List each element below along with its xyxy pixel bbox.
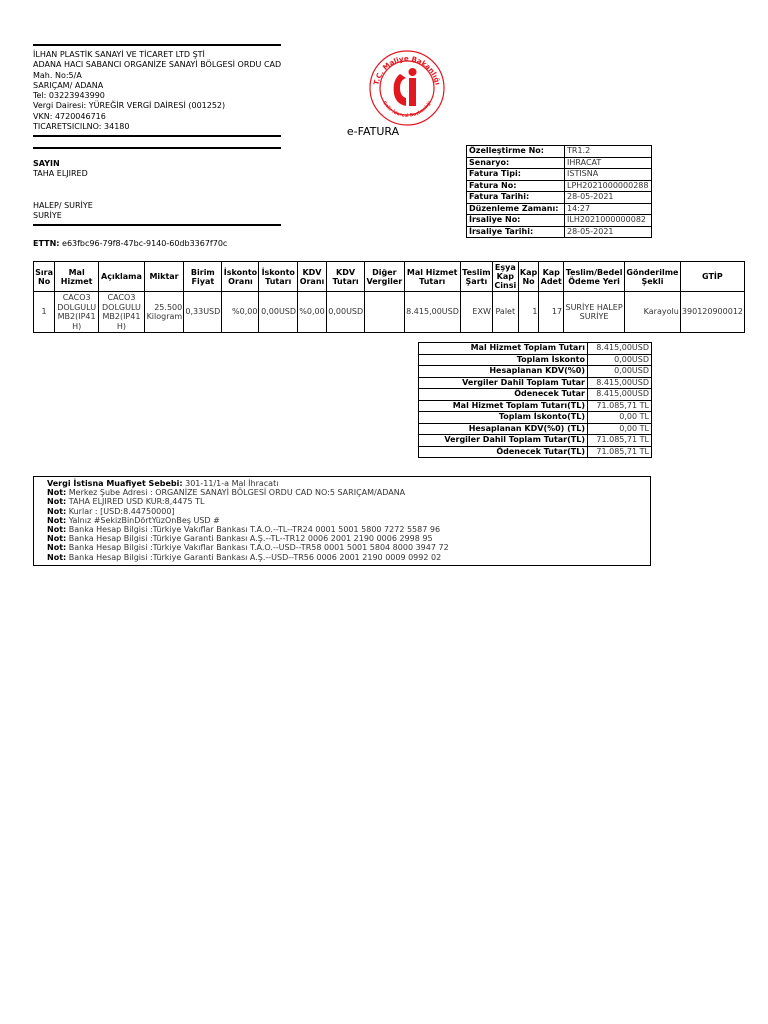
info-row xyxy=(467,157,652,169)
totals-label: Hesaplanan KDV(%0) (TL) xyxy=(419,423,588,435)
totals-label: Ödenecek Tutar xyxy=(419,389,588,401)
table-row xyxy=(34,292,745,333)
info-label: Fatura Tipi: xyxy=(467,169,565,181)
items-cell: %0,00 xyxy=(298,292,327,333)
buyer-heading: SAYIN xyxy=(33,159,60,168)
totals-row xyxy=(419,400,652,412)
totals-row xyxy=(419,423,652,435)
totals-label: Vergiler Dahil Toplam Tutar(TL) xyxy=(419,435,588,447)
items-cell: SURİYE HALEP SURİYE xyxy=(564,292,625,333)
buyer-country: SURİYE xyxy=(33,210,62,220)
note-label: Not: xyxy=(47,525,67,535)
info-label: Düzenleme Zamanı: xyxy=(467,203,565,215)
gib-logo-icon xyxy=(362,42,452,132)
info-row xyxy=(467,226,652,238)
logo-ring-text: T.C. Maliye Bakanlığı xyxy=(372,54,442,86)
totals-row xyxy=(419,377,652,389)
seller-address xyxy=(33,50,281,132)
note-label: Vergi İstisna Muafiyet Sebebi: xyxy=(47,479,183,488)
items-cell xyxy=(365,292,404,333)
totals-value: 8.415,00USD xyxy=(588,343,652,355)
info-value: ILH2021000000082 xyxy=(565,215,652,227)
logo-bottom-text: Gelir İdaresi Başkanlığı xyxy=(381,100,433,119)
note-value: Banka Hesap Bilgisi :Türkiye Garanti Bankası A.Ş.--USD--TR56 0006 2001 2190 0009 0992 02 xyxy=(68,552,442,562)
info-label: Özelleştirme No: xyxy=(467,146,565,158)
notes-box xyxy=(33,476,651,566)
note-label: Not: xyxy=(47,488,67,498)
seller-line: İLHAN PLASTİK SANAYİ VE TİCARET LTD ŞTİ xyxy=(33,50,205,59)
totals-row xyxy=(419,389,652,401)
seller-line: ADANA HACI SABANCI ORGANİZE SANAYİ BÖLGESİ ORDU CAD xyxy=(33,60,282,70)
info-row xyxy=(467,203,652,215)
ettn-label: ETTN: xyxy=(33,239,60,248)
info-value: ISTISNA xyxy=(565,169,652,181)
totals-row xyxy=(419,446,652,458)
note-line xyxy=(34,507,650,516)
buyer-bottom-rule xyxy=(33,224,281,226)
seller-block xyxy=(33,44,281,137)
note-line xyxy=(34,534,650,543)
items-cell: 0,33USD xyxy=(184,292,222,333)
info-label: İrsaliye Tarihi: xyxy=(467,226,565,238)
info-label: Senaryo: xyxy=(467,157,565,169)
items-header-cell: Kap Adet xyxy=(539,262,564,292)
items-header-cell: Mal Hizmet xyxy=(55,262,99,292)
info-row xyxy=(467,180,652,192)
buyer-name: TAHA ELJIRED xyxy=(33,169,88,179)
totals-row xyxy=(419,354,652,366)
seller-line: Mah. No:5/A xyxy=(33,70,82,80)
items-cell: EXW xyxy=(460,292,492,333)
note-label: Not: xyxy=(47,534,67,544)
seller-line: Tel: 03223943990 xyxy=(33,91,105,101)
seller-line: TICARETSICILNO: 34180 xyxy=(33,122,130,132)
note-line xyxy=(34,488,650,497)
items-header-cell: Gönderilme Şekli xyxy=(625,262,681,292)
note-value: Yalnız #SekizBinDörtYüzOnBeş USD # xyxy=(68,515,220,525)
note-line xyxy=(34,479,650,488)
document-title: e-FATURA xyxy=(346,125,400,138)
items-header-cell: Sıra No xyxy=(34,262,55,292)
totals-label: Toplam İskonto(TL) xyxy=(419,412,588,424)
info-row xyxy=(467,169,652,181)
svg-text:Gelir İdaresi Başkanlığı xyxy=(381,100,433,119)
totals-label: Ödenecek Tutar(TL) xyxy=(419,446,588,458)
totals-value: 0,00USD xyxy=(588,366,652,378)
info-label: İrsaliye No: xyxy=(467,215,565,227)
logo-letters: Gİ xyxy=(407,92,409,93)
ettn xyxy=(33,239,227,248)
note-label: Not: xyxy=(47,552,67,562)
seller-line: SARIÇAM/ ADANA xyxy=(33,80,104,90)
items-header-cell: Teslim Şartı xyxy=(460,262,492,292)
totals-value: 71.085,71 TL xyxy=(588,435,652,447)
totals-row xyxy=(419,435,652,447)
items-header-cell: Mal Hizmet Tutarı xyxy=(404,262,460,292)
note-label: Not: xyxy=(47,497,67,507)
totals-value: 71.085,71 TL xyxy=(588,400,652,412)
note-value: Banka Hesap Bilgisi :Türkiye Garanti Bankası A.Ş.--TL--TR12 0006 2001 2190 0006 2998 95 xyxy=(68,534,433,544)
totals-row xyxy=(419,343,652,355)
totals-row xyxy=(419,366,652,378)
totals-table xyxy=(418,342,652,458)
seller-top-rule xyxy=(33,44,281,46)
invoice-info-table xyxy=(466,145,652,238)
totals-value: 0,00 TL xyxy=(588,423,652,435)
note-line xyxy=(34,543,650,552)
note-line xyxy=(34,553,650,562)
note-line xyxy=(34,516,650,525)
items-table xyxy=(33,261,745,333)
items-header-cell: Teslim/Bedel Ödeme Yeri xyxy=(564,262,625,292)
totals-value: 8.415,00USD xyxy=(588,377,652,389)
info-label: Fatura No: xyxy=(467,180,565,192)
items-header-cell: Eşya Kap Cinsi xyxy=(492,262,518,292)
note-value: Kurlar : [USD:8.44750000] xyxy=(68,506,175,516)
note-value: Banka Hesap Bilgisi :Türkiye Vakıflar Bankası T.A.O.--USD--TR58 0001 5001 5804 8000 3947 72 xyxy=(68,543,449,553)
info-label: Fatura Tarihi: xyxy=(467,192,565,204)
items-header-cell: Kap No xyxy=(518,262,539,292)
ettn-value: e63fbc96-79f8-47bc-9140-60db3367f70c xyxy=(62,239,228,248)
info-value: IHRACAT xyxy=(565,157,652,169)
totals-value: 0,00 TL xyxy=(588,412,652,424)
seller-line: VKN: 4720046716 xyxy=(33,111,106,121)
note-label: Not: xyxy=(47,506,67,516)
items-header-cell: Miktar xyxy=(144,262,183,292)
items-cell: 1 xyxy=(34,292,55,333)
items-cell: 8.415,00USD xyxy=(404,292,460,333)
info-row xyxy=(467,192,652,204)
info-value: TR1.2 xyxy=(565,146,652,158)
items-cell: CACO3 DOLGULU MB2(IP41 H) xyxy=(99,292,145,333)
totals-value: 0,00USD xyxy=(588,354,652,366)
items-cell: 0,00USD xyxy=(326,292,364,333)
totals-label: Mal Hizmet Toplam Tutarı xyxy=(419,343,588,355)
note-line xyxy=(34,497,650,506)
items-header-cell: KDV Tutarı xyxy=(326,262,364,292)
note-value: Banka Hesap Bilgisi :Türkiye Vakıflar Bankası T.A.O.--TL--TR24 0001 5001 5800 7272 5587 96 xyxy=(68,525,441,535)
items-header-cell: Açıklama xyxy=(99,262,145,292)
note-value: 301-11/1-a Mal İhracatı xyxy=(185,479,279,488)
note-label: Not: xyxy=(47,515,67,525)
items-header-cell: GTİP xyxy=(680,262,744,292)
note-value: TAHA ELJIRED USD KUR:8,4475 TL xyxy=(68,497,205,507)
seller-line: Vergi Dairesi: YÜREĞİR VERGİ DAİRESİ (001252) xyxy=(33,101,226,111)
items-cell: %0,00 xyxy=(222,292,259,333)
totals-value: 8.415,00USD xyxy=(588,389,652,401)
info-value: LPH2021000000288 xyxy=(565,180,652,192)
items-cell: CACO3 DOLGULU MB2(IP41 H) xyxy=(55,292,99,333)
items-header-row xyxy=(34,262,745,292)
totals-label: Hesaplanan KDV(%0) xyxy=(419,366,588,378)
items-cell: 25.500 Kilogram xyxy=(144,292,183,333)
items-header-cell: İskonto Tutarı xyxy=(259,262,298,292)
totals-label: Toplam İskonto xyxy=(419,354,588,366)
items-cell: 0,00USD xyxy=(259,292,298,333)
totals-label: Vergiler Dahil Toplam Tutar xyxy=(419,377,588,389)
items-cell: 390120900012 xyxy=(680,292,744,333)
items-header-cell: İskonto Oranı xyxy=(222,262,259,292)
totals-value: 71.085,71 TL xyxy=(588,446,652,458)
items-cell: 1 xyxy=(518,292,539,333)
items-header-cell: Diğer Vergiler xyxy=(365,262,404,292)
buyer-city: HALEP/ SURİYE xyxy=(33,200,93,210)
info-value: 14:27 xyxy=(565,203,652,215)
info-value: 28-05-2021 xyxy=(565,226,652,238)
info-value: 28-05-2021 xyxy=(565,192,652,204)
buyer-block xyxy=(33,147,281,226)
info-row xyxy=(467,215,652,227)
items-cell: Palet xyxy=(492,292,518,333)
totals-label: Mal Hizmet Toplam Tutarı(TL) xyxy=(419,400,588,412)
items-cell: 17 xyxy=(539,292,564,333)
note-label: Not: xyxy=(47,543,67,553)
note-value: Merkez Şube Adresi : ORGANİZE SANAYİ BÖLGESİ ORDU CAD NO:5 SARIÇAM/ADANA xyxy=(68,488,406,498)
info-row xyxy=(467,146,652,158)
seller-bottom-rule xyxy=(33,135,281,137)
totals-row xyxy=(419,412,652,424)
items-cell: Karayolu xyxy=(625,292,681,333)
note-line xyxy=(34,525,650,534)
items-header-cell: Birim Fiyat xyxy=(184,262,222,292)
items-header-cell: KDV Oranı xyxy=(298,262,327,292)
